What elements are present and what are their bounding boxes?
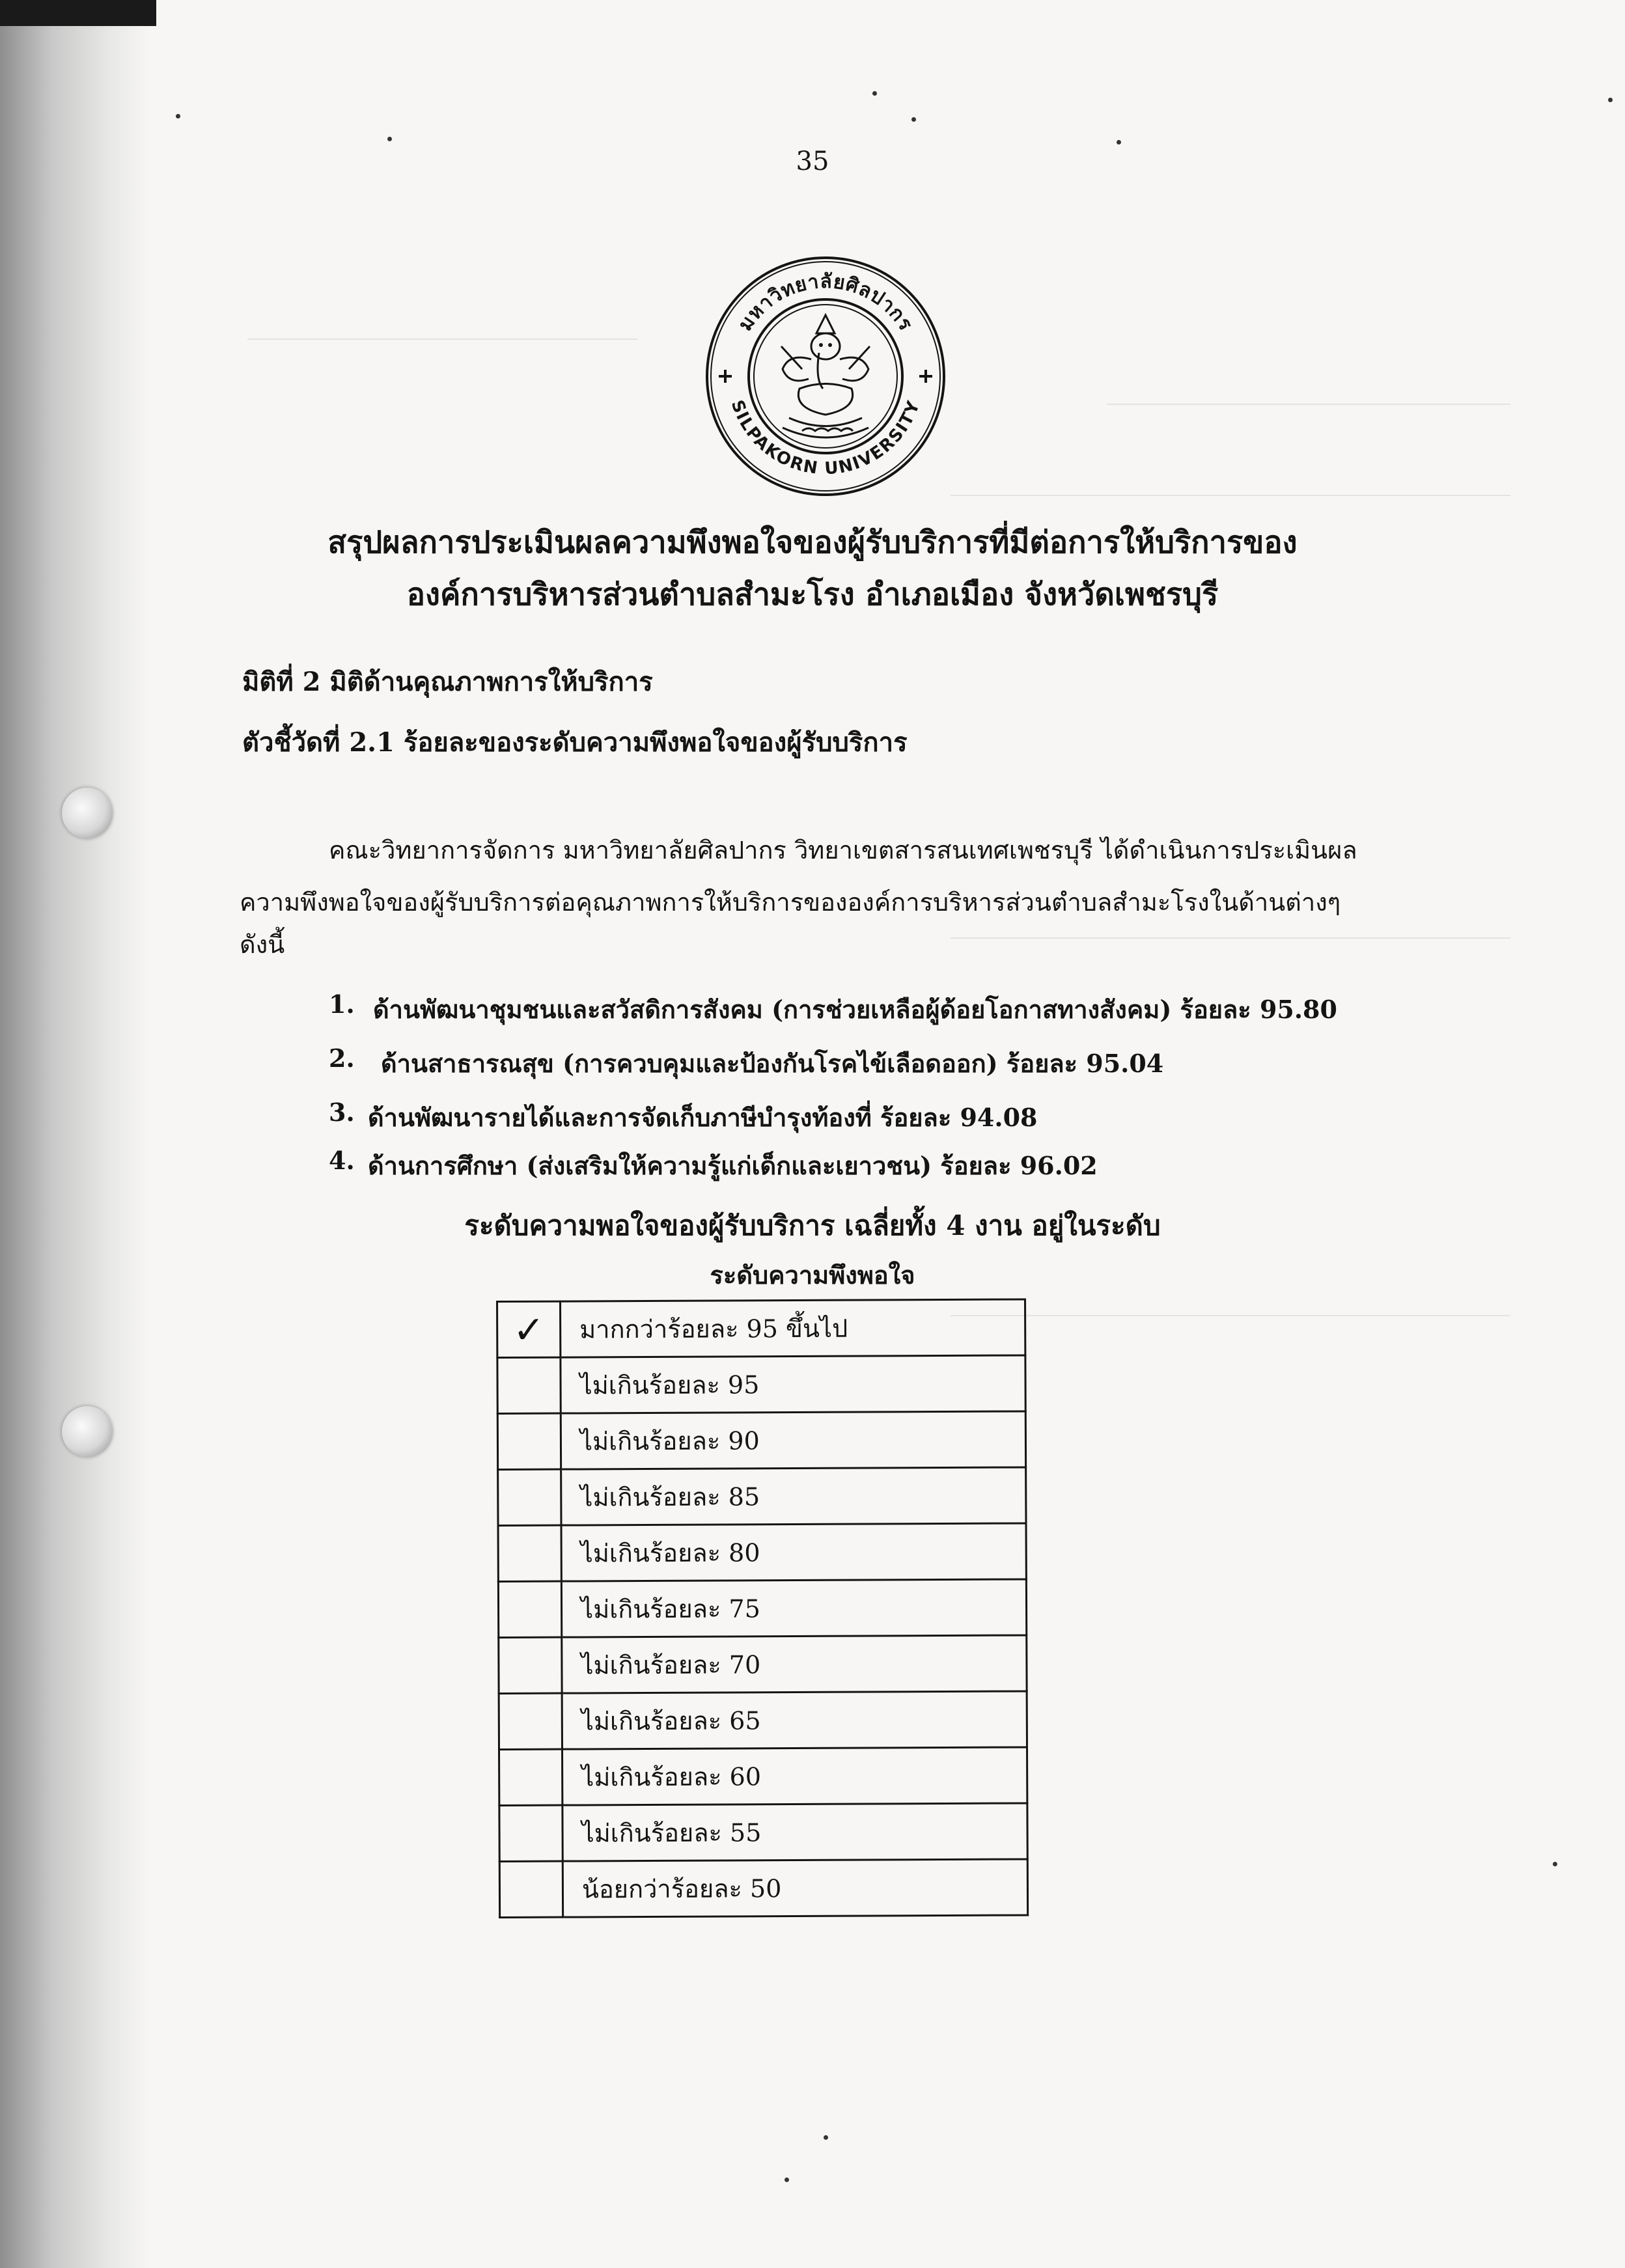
scan-corner-artifact (0, 0, 156, 26)
bleed-through (247, 339, 638, 340)
table-row (499, 1635, 1027, 1694)
checkbox-cell (497, 1413, 561, 1469)
table-row (497, 1411, 1025, 1470)
level-label: มากกว่าร้อยละ 95 ขึ้นไป (561, 1299, 1025, 1357)
satisfaction-table-caption: ระดับความพึงพอใจ (710, 1260, 915, 1290)
level-label: ไม่เกินร้อยละ 90 (561, 1411, 1025, 1469)
level-label: น้อยกว่าร้อยละ 50 (562, 1859, 1027, 1917)
checkbox-cell (499, 1749, 562, 1805)
bleed-through (951, 495, 1510, 496)
level-label: ไม่เกินร้อยละ 70 (562, 1635, 1027, 1693)
checkbox-cell (497, 1357, 561, 1413)
level-label: ไม่เกินร้อยละ 95 (561, 1355, 1025, 1413)
scan-speck (176, 114, 180, 118)
scan-speck (785, 2178, 789, 2182)
table-row (498, 1523, 1026, 1582)
svg-text:SILPAKORN UNIVERSITY: SILPAKORN UNIVERSITY (727, 397, 924, 479)
scan-speck (1117, 140, 1121, 145)
page-number: 35 (796, 146, 829, 176)
table-row (498, 1467, 1026, 1526)
table-row (497, 1355, 1025, 1414)
satisfaction-level-table (496, 1298, 1029, 1918)
bleed-through (951, 1315, 1510, 1316)
check-mark-icon: ✓ (512, 1307, 545, 1352)
scan-speck (1553, 1862, 1557, 1866)
level-label: ไม่เกินร้อยละ 65 (562, 1691, 1027, 1749)
title-line-2: องค์การบริหารส่วนตำบลสำมะโรง อำเภอเมือง จังหวัดเพชรบุรี (406, 577, 1219, 613)
scan-speck (911, 117, 916, 122)
binder-edge-shadow (0, 0, 150, 2268)
checkbox-cell (499, 1805, 562, 1861)
list-item: 2. ด้านสาธารณสุข (การควบคุมและป้องกันโรคไข้เลือดออก) ร้อยละ 95.04 (329, 1044, 1164, 1078)
checkbox-cell (499, 1637, 562, 1693)
table-row (499, 1803, 1027, 1862)
title-line-1: สรุปผลการประเมินผลความพึงพอใจของผู้รับบริการที่มีต่อการให้บริการของ (327, 525, 1298, 560)
list-item: 4. ด้านการศึกษา (ส่งเสริมให้ความรู้แก่เด็กและเยาวชน) ร้อยละ 96.02 (329, 1146, 1098, 1180)
checkbox-cell (497, 1301, 561, 1357)
punch-hole-top (62, 788, 113, 838)
checkbox-cell (498, 1525, 561, 1581)
summary-statement: ระดับความพอใจของผู้รับบริการ เฉลี่ยทั้ง 4 งาน อยู่ในระดับ (464, 1210, 1161, 1241)
svg-text:มหาวิทยาลัยศิลปากร: มหาวิทยาลัยศิลปากร (734, 270, 917, 335)
punch-hole-bottom (62, 1406, 113, 1457)
checkbox-cell (499, 1861, 562, 1917)
scan-speck (387, 137, 392, 141)
scan-speck (872, 91, 877, 96)
bleed-through (951, 937, 1510, 939)
list-item: 1. ด้านพัฒนาชุมชนและสวัสดิการสังคม (การช่วยเหลือผู้ด้อยโอกาสทางสังคม) ร้อยละ 95.80 (329, 989, 1337, 1024)
scan-speck (824, 2135, 828, 2140)
list-item: 3. ด้านพัฒนารายได้และการจัดเก็บภาษีบำรุงท้องที่ ร้อยละ 94.08 (329, 1098, 1038, 1132)
paragraph-line-3: ดังนี้ (240, 930, 285, 959)
paragraph-line-1: คณะวิทยาการจัดการ มหาวิทยาลัยศิลปากร วิทยาเขตสารสนเทศเพชรบุรี ได้ดำเนินการประเมินผล (329, 836, 1357, 864)
scan-speck (1608, 98, 1613, 102)
level-label: ไม่เกินร้อยละ 85 (561, 1467, 1026, 1525)
level-label: ไม่เกินร้อยละ 60 (562, 1747, 1027, 1805)
table-row (497, 1299, 1025, 1358)
indicator-heading: ตัวชี้วัดที่ 2.1 ร้อยละของระดับความพึงพอใจของผู้รับบริการ (242, 727, 908, 758)
paragraph-line-2: ความพึงพอใจของผู้รับบริการต่อคุณภาพการให้บริการขององค์การบริหารส่วนตำบลสำมะโรงในด้านต่างๆ (240, 888, 1341, 917)
university-seal-logo (704, 255, 947, 497)
table-row (499, 1859, 1027, 1918)
checkbox-cell (498, 1581, 561, 1637)
level-label: ไม่เกินร้อยละ 75 (561, 1579, 1026, 1637)
level-label: ไม่เกินร้อยละ 55 (562, 1803, 1027, 1861)
checkbox-cell (499, 1693, 562, 1749)
table-row (498, 1579, 1026, 1638)
table-row (499, 1691, 1027, 1750)
checkbox-cell (498, 1469, 561, 1525)
dimension-heading: มิติที่ 2 มิติด้านคุณภาพการให้บริการ (242, 667, 653, 697)
level-label: ไม่เกินร้อยละ 80 (561, 1523, 1026, 1581)
bleed-through (1107, 404, 1510, 405)
table-row (499, 1747, 1027, 1806)
